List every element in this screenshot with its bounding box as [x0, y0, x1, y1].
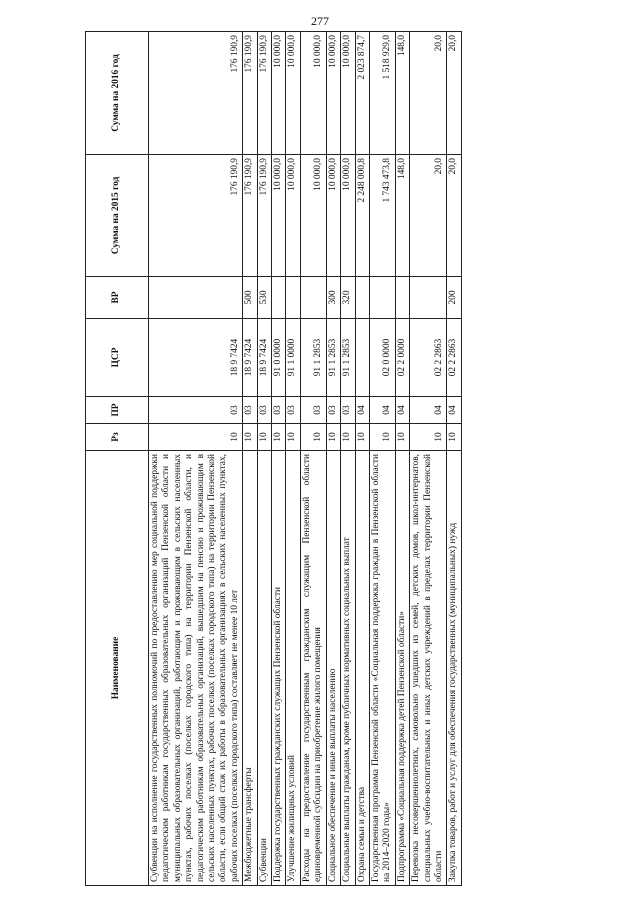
cell-csr: 18 9 7424 — [257, 319, 271, 397]
cell-pr: 04 — [395, 397, 409, 424]
cell-rz: 10 — [257, 424, 271, 451]
cell-rz: 10 — [272, 424, 286, 451]
cell-vr — [395, 277, 409, 319]
table-row — [286, 32, 300, 886]
cell-sum-2015: 148,0 — [395, 155, 409, 277]
table-row — [410, 32, 447, 886]
cell-csr: 91 1 2853 — [341, 319, 355, 397]
cell-name: Перевозка несовершеннолетних, самовольно ушедших из семей, детских домов, школ-интернатов, специальных учебно-воспитательных и иных детских учреждений в пределах территории Пензенской области — [410, 451, 447, 886]
cell-name: Социальные выплаты гражданам, кроме публичных нормативных социальных выплат — [341, 451, 355, 886]
cell-csr — [355, 319, 369, 397]
header-rz: Рз — [86, 424, 149, 451]
cell-sum-2015: 10 000,0 — [326, 155, 340, 277]
table-row — [355, 32, 369, 886]
cell-name: Субвенции на исполнение государственных полномочий по предоставлению мер социальной поддержки педагогическим работникам государственных образовательных организаций Пензенской области и муниципальных образовательных организаций, работающим и проживающим в сельских населенных пунктах, рабочих поселках (поселках городского типа) на территории Пензенской области, и педагогическим работникам образовательных организаций, вышедшим на пенсию и проживающим в сельских населенных пунктах, рабочих поселках (поселках городского типа) на территории Пензенской области, если общий стаж их работы в образовательных организациях в сельских населенных пунктах, рабочих поселках (поселках городского типа) составляет не менее 10 лет — [149, 451, 243, 886]
cell-name: Социальное обеспечение и иные выплаты населению — [326, 451, 340, 886]
cell-vr: 300 — [326, 277, 340, 319]
cell-pr: 03 — [272, 397, 286, 424]
header-name: Наименование — [86, 451, 149, 886]
cell-name: Государственная программа Пензенской области «Социальная поддержка граждан в Пензенской области на 2014–2020 годы» — [369, 451, 395, 886]
table-row — [326, 32, 340, 886]
cell-sum-2016: 1 518 929,0 — [369, 32, 395, 155]
cell-vr — [286, 277, 300, 319]
header-csr: ЦСР — [86, 319, 149, 397]
cell-sum-2015: 10 000,0 — [341, 155, 355, 277]
cell-sum-2016: 20,0 — [410, 32, 447, 155]
page-number: 277 — [311, 14, 329, 28]
cell-sum-2016: 20,0 — [447, 32, 461, 155]
cell-rz: 10 — [341, 424, 355, 451]
rotated-table-container — [85, 32, 565, 886]
header-pr: ПР — [86, 397, 149, 424]
cell-vr: 200 — [447, 277, 461, 319]
cell-sum-2015: 176 190,9 — [257, 155, 271, 277]
cell-csr: 91 0 0000 — [272, 319, 286, 397]
cell-sum-2015: 10 000,0 — [286, 155, 300, 277]
cell-csr: 02 2 0000 — [395, 319, 409, 397]
cell-pr: 03 — [149, 397, 243, 424]
cell-rz: 10 — [300, 424, 326, 451]
cell-vr — [369, 277, 395, 319]
cell-name: Подпрограмма «Социальная поддержка детей Пензенской области» — [395, 451, 409, 886]
cell-csr: 18 9 7424 — [149, 319, 243, 397]
header-vr: ВР — [86, 277, 149, 319]
cell-vr — [300, 277, 326, 319]
cell-sum-2016: 10 000,0 — [341, 32, 355, 155]
cell-sum-2015: 10 000,0 — [272, 155, 286, 277]
table-row — [257, 32, 271, 886]
cell-name: Закупка товаров, работ и услуг для обеспечения государственных (муниципальных) нужд — [447, 451, 461, 886]
cell-name: Расходы на предоставление государственным гражданским служащим Пензенской области единовременной субсидии на приобретение жилого помещения — [300, 451, 326, 886]
cell-rz: 10 — [326, 424, 340, 451]
cell-csr: 91 1 0000 — [286, 319, 300, 397]
cell-pr: 04 — [355, 397, 369, 424]
cell-sum-2015: 176 190,9 — [149, 155, 243, 277]
cell-sum-2016: 148,0 — [395, 32, 409, 155]
cell-sum-2016: 10 000,0 — [286, 32, 300, 155]
header-sum-2015: Сумма на 2015 год — [86, 155, 149, 277]
cell-pr: 03 — [257, 397, 271, 424]
cell-sum-2016: 10 000,0 — [300, 32, 326, 155]
cell-vr — [410, 277, 447, 319]
table-row — [300, 32, 326, 886]
cell-rz: 10 — [447, 424, 461, 451]
table-row — [243, 32, 257, 886]
cell-pr: 03 — [300, 397, 326, 424]
cell-vr — [355, 277, 369, 319]
cell-sum-2015: 176 190,9 — [243, 155, 257, 277]
cell-csr: 18 9 7424 — [243, 319, 257, 397]
table-row — [272, 32, 286, 886]
cell-rz: 10 — [369, 424, 395, 451]
cell-sum-2016: 10 000,0 — [326, 32, 340, 155]
table-row — [447, 32, 461, 886]
cell-pr: 04 — [369, 397, 395, 424]
cell-rz: 10 — [395, 424, 409, 451]
cell-name: Поддержка государственных гражданских служащих Пензенской области — [272, 451, 286, 886]
cell-rz: 10 — [410, 424, 447, 451]
cell-rz: 10 — [149, 424, 243, 451]
cell-sum-2016: 176 190,9 — [149, 32, 243, 155]
cell-name: Межбюджетные трансферты — [243, 451, 257, 886]
table-row — [395, 32, 409, 886]
cell-sum-2015: 2 248 000,8 — [355, 155, 369, 277]
table-row — [369, 32, 395, 886]
cell-sum-2016: 176 190,9 — [257, 32, 271, 155]
cell-vr — [272, 277, 286, 319]
cell-csr: 02 0 0000 — [369, 319, 395, 397]
cell-rz: 10 — [286, 424, 300, 451]
cell-pr: 04 — [410, 397, 447, 424]
cell-sum-2015: 20,0 — [410, 155, 447, 277]
header-sum-2016: Сумма на 2016 год — [86, 32, 149, 155]
cell-csr: 91 1 2853 — [326, 319, 340, 397]
table-header-row — [86, 32, 149, 886]
table-row — [149, 32, 243, 886]
cell-name: Субвенции — [257, 451, 271, 886]
cell-pr: 03 — [243, 397, 257, 424]
cell-vr: 320 — [341, 277, 355, 319]
cell-sum-2016: 176 190,9 — [243, 32, 257, 155]
cell-sum-2015: 20,0 — [447, 155, 461, 277]
cell-rz: 10 — [355, 424, 369, 451]
budget-table — [85, 31, 462, 886]
cell-vr: 530 — [257, 277, 271, 319]
cell-sum-2016: 2 023 874,7 — [355, 32, 369, 155]
cell-name: Охрана семьи и детства — [355, 451, 369, 886]
cell-csr: 91 1 2853 — [300, 319, 326, 397]
cell-pr: 03 — [341, 397, 355, 424]
cell-sum-2016: 10 000,0 — [272, 32, 286, 155]
cell-rz: 10 — [243, 424, 257, 451]
cell-name: Улучшение жилищных условий — [286, 451, 300, 886]
cell-pr: 03 — [286, 397, 300, 424]
cell-csr: 02 2 2863 — [410, 319, 447, 397]
table-row — [341, 32, 355, 886]
cell-sum-2015: 1 743 473,8 — [369, 155, 395, 277]
cell-sum-2015: 10 000,0 — [300, 155, 326, 277]
cell-pr: 03 — [326, 397, 340, 424]
cell-csr: 02 2 2863 — [447, 319, 461, 397]
cell-vr — [149, 277, 243, 319]
cell-vr: 500 — [243, 277, 257, 319]
cell-pr: 04 — [447, 397, 461, 424]
